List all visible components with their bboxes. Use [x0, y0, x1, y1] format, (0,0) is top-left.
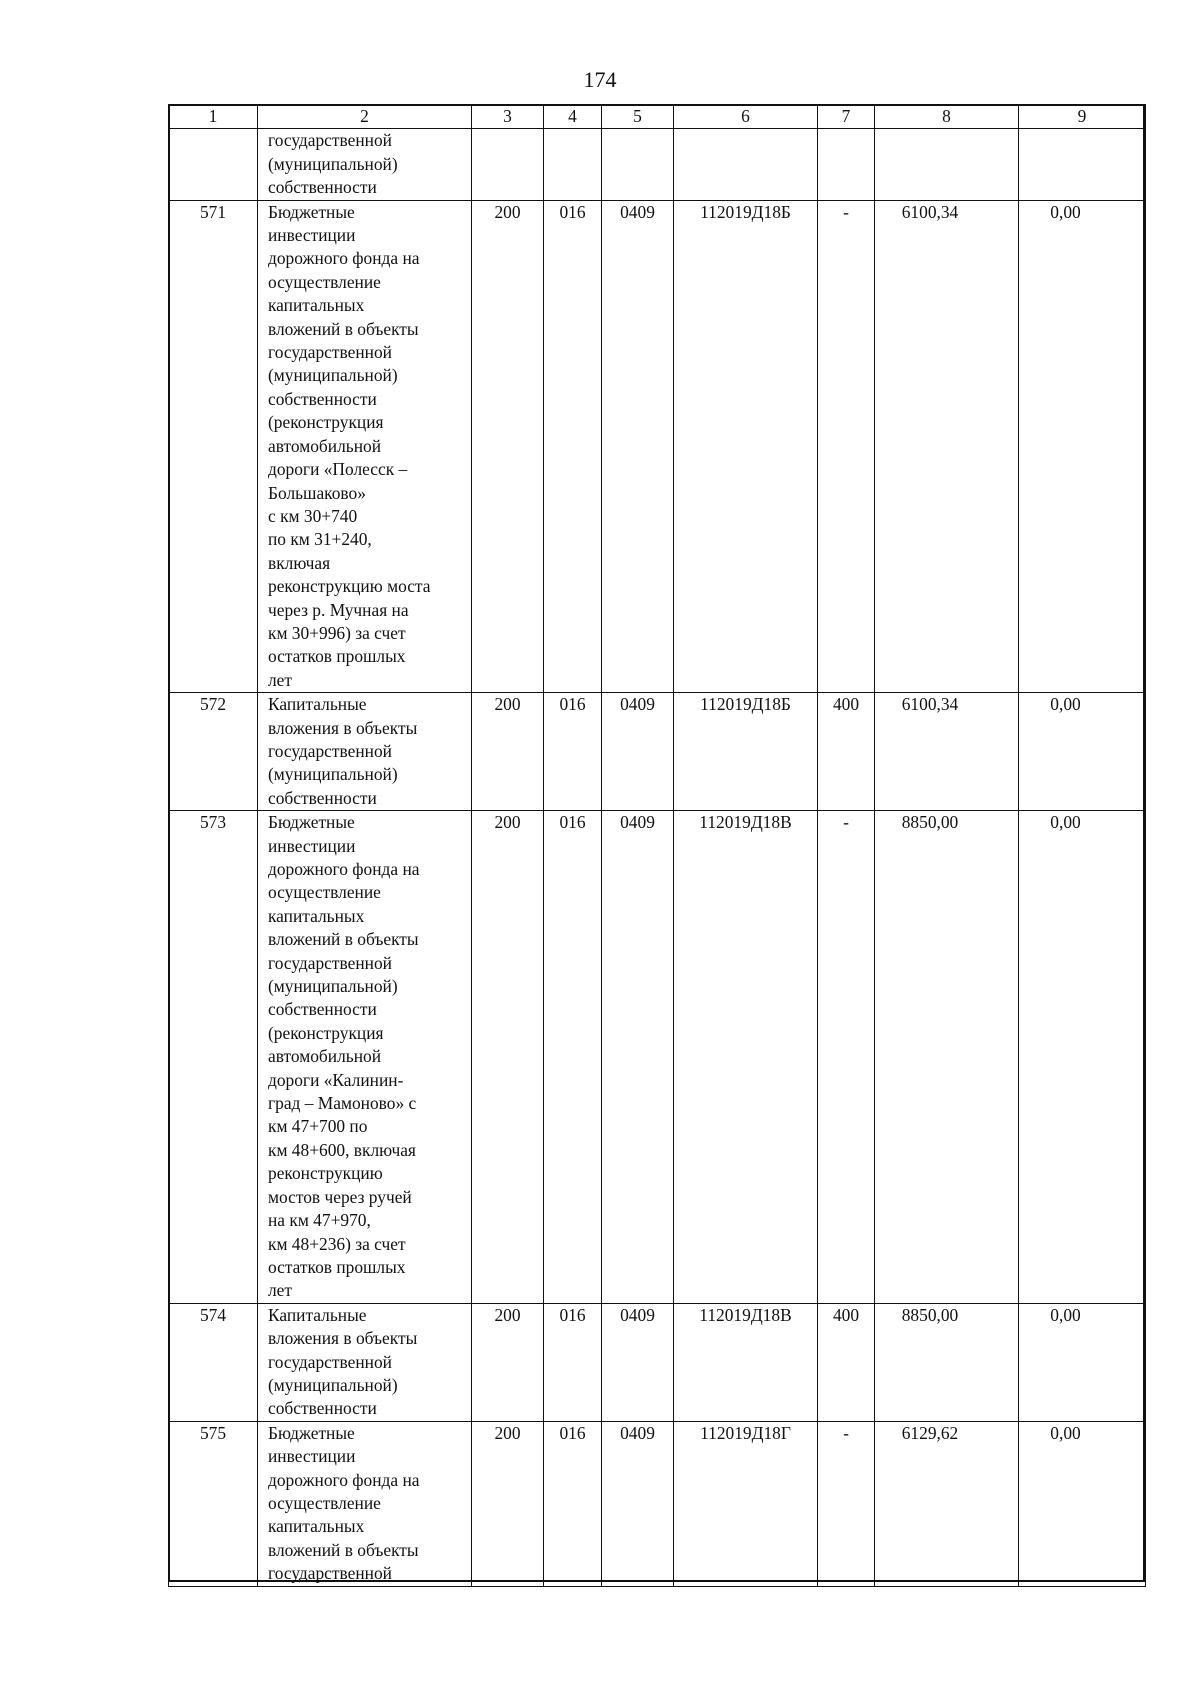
row-col-7	[818, 129, 875, 200]
row-col-9: 0,00	[1019, 811, 1146, 1304]
row-col-5	[602, 129, 674, 200]
row-col-6: 112019Д18Г	[674, 1421, 818, 1586]
row-col-4: 016	[544, 811, 602, 1304]
row-col-7: -	[818, 1421, 875, 1586]
row-col-4: 016	[544, 1303, 602, 1421]
row-col-6	[674, 129, 818, 200]
budget-table	[168, 104, 1146, 1587]
row-number: 572	[169, 693, 258, 811]
header-col-8: 8	[875, 105, 1019, 129]
header-col-5: 5	[602, 105, 674, 129]
row-col-9	[1019, 129, 1146, 200]
table-row	[169, 811, 1146, 1304]
row-col-8: 8850,00	[875, 811, 1019, 1304]
row-col-3: 200	[472, 811, 544, 1304]
header-col-6: 6	[674, 105, 818, 129]
header-col-4: 4	[544, 105, 602, 129]
row-col-3	[472, 129, 544, 200]
page-number: 174	[583, 67, 617, 92]
row-col-7: -	[818, 811, 875, 1304]
table-row	[169, 1303, 1146, 1421]
row-col-5: 0409	[602, 1303, 674, 1421]
row-name: Капитальные вложения в объекты государственной (муниципальной) собственности	[258, 693, 472, 811]
row-col-3: 200	[472, 200, 544, 693]
row-col-5: 0409	[602, 811, 674, 1304]
row-name: Капитальные вложения в объекты государственной (муниципальной) собственности	[258, 1303, 472, 1421]
row-number: 575	[169, 1421, 258, 1586]
row-number: 573	[169, 811, 258, 1304]
header-col-3: 3	[472, 105, 544, 129]
row-col-9: 0,00	[1019, 693, 1146, 811]
row-col-8: 6100,34	[875, 200, 1019, 693]
row-col-4: 016	[544, 1421, 602, 1586]
row-col-6: 112019Д18Б	[674, 200, 818, 693]
row-col-8: 6100,34	[875, 693, 1019, 811]
row-col-4	[544, 129, 602, 200]
row-col-7: -	[818, 200, 875, 693]
row-col-8	[875, 129, 1019, 200]
row-col-3: 200	[472, 1303, 544, 1421]
row-col-8: 6129,62	[875, 1421, 1019, 1586]
header-col-9: 9	[1019, 105, 1146, 129]
row-number: 571	[169, 200, 258, 693]
row-number	[169, 129, 258, 200]
row-col-5: 0409	[602, 693, 674, 811]
row-col-9: 0,00	[1019, 1303, 1146, 1421]
row-number: 574	[169, 1303, 258, 1421]
row-name: Бюджетные инвестиции дорожного фонда на осуществление капитальных вложений в объекты государственной (муниципальной) собственности (реконструкция автомобильной дороги «Полесск – Большаково» с км 30+740 по км 31+240, включая реконструкцию моста через р. Мучная на км 30+996) за счет остатков прошлых лет	[258, 200, 472, 693]
row-col-6: 112019Д18В	[674, 1303, 818, 1421]
header-col-7: 7	[818, 105, 875, 129]
row-col-3: 200	[472, 1421, 544, 1586]
row-col-8: 8850,00	[875, 1303, 1019, 1421]
row-col-4: 016	[544, 693, 602, 811]
row-col-3: 200	[472, 693, 544, 811]
table-row	[169, 693, 1146, 811]
table-row	[169, 200, 1146, 693]
row-col-9: 0,00	[1019, 200, 1146, 693]
table-row	[169, 129, 1146, 200]
row-name: Бюджетные инвестиции дорожного фонда на осуществление капитальных вложений в объекты государственной (муниципальной) собственности (реконструкция автомобильной дороги «Калинин- град – Мамоново» с км 47+700 по км 48+600, включая реконструкцию мостов через ручей на км 47+970, км 48+236) за счет остатков прошлых лет	[258, 811, 472, 1304]
row-col-5: 0409	[602, 1421, 674, 1586]
header-row	[169, 105, 1146, 129]
row-col-6: 112019Д18В	[674, 811, 818, 1304]
row-col-5: 0409	[602, 200, 674, 693]
row-name: Бюджетные инвестиции дорожного фонда на осуществление капитальных вложений в объекты государственной	[258, 1421, 472, 1586]
header-col-1: 1	[169, 105, 258, 129]
row-col-6: 112019Д18Б	[674, 693, 818, 811]
row-col-7: 400	[818, 1303, 875, 1421]
header-col-2: 2	[258, 105, 472, 129]
row-col-7: 400	[818, 693, 875, 811]
row-name: государственной (муниципальной) собственности	[258, 129, 472, 200]
table-row	[169, 1421, 1146, 1586]
row-col-4: 016	[544, 200, 602, 693]
row-col-9: 0,00	[1019, 1421, 1146, 1586]
